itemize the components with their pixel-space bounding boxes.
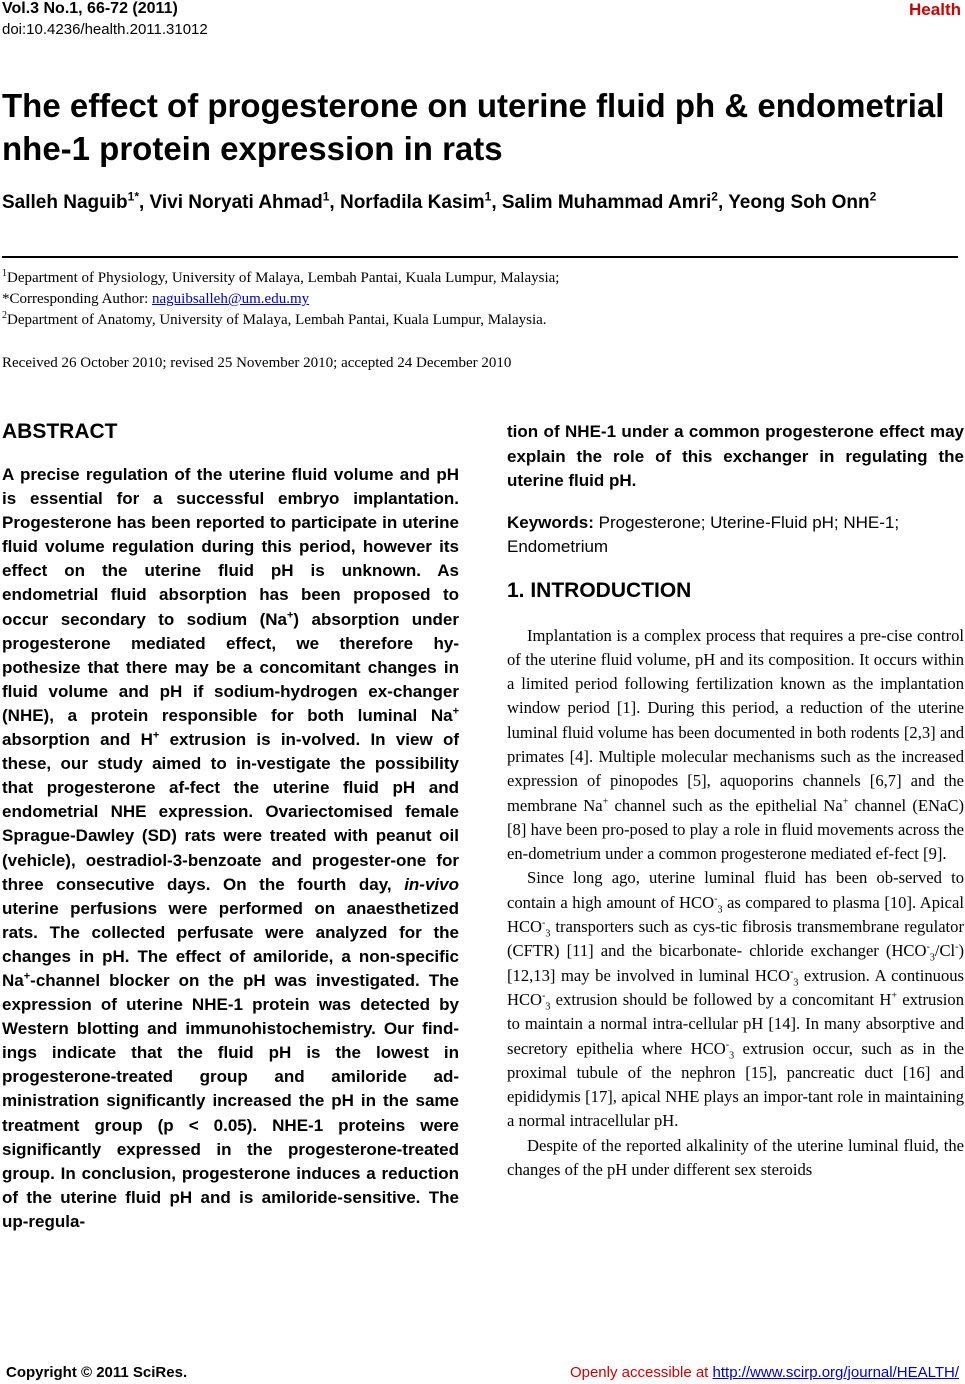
corresponding-author (2, 291, 309, 308)
superscript: + (23, 970, 31, 983)
received-dates: Received 26 October 2010; revised 25 November 2010; accepted 24 December 2010 (2, 355, 512, 371)
keywords (507, 511, 964, 559)
author-affiliation-mark: 1 (322, 189, 330, 204)
open-access-label: Openly accessible at (569, 1364, 713, 1381)
superscript: - (789, 966, 794, 978)
abstract-heading: ABSTRACT (2, 420, 118, 443)
corresponding-label: *Corresponding Author: (2, 291, 152, 307)
abstract-text-part: absorption and H (2, 730, 153, 750)
keywords-label: Keywords: (507, 512, 594, 532)
author-name: Salim Muhammad Amri (501, 192, 712, 213)
open-access-notice (570, 1364, 959, 1381)
author-affiliation-mark: 1 (484, 189, 492, 204)
header-divider (2, 256, 958, 258)
author-name: Yeong Soh Onn (728, 192, 870, 213)
text-part: channel (ENaC) [8] have been pro-posed to play a role in fluid movements across the en-dometrium under a common progesterone mediated ef-fect [9]. (507, 795, 964, 864)
text-part: as compared to plasma [10]. Apical HCO (507, 892, 964, 937)
text-part: extrusion to maintain a normal intra-cellular pH [14]. In many absorptive and secretory epithelia where HCO (507, 989, 964, 1058)
subscript: 3 (929, 952, 935, 964)
superscript: + (842, 796, 849, 808)
subscript: 3 (729, 1049, 735, 1061)
subscript: 3 (545, 1001, 551, 1013)
superscript: - (714, 893, 718, 905)
text-part: channel such as the epithelial Na (608, 795, 843, 815)
affiliation-mark: 1 (2, 268, 7, 279)
journal-url-link[interactable]: http://www.scirp.org/journal/HEALTH/ (712, 1364, 959, 1381)
article-title: The effect of progesterone on uterine fluid ph & endometrial nhe-1 protein expression in rats (2, 87, 945, 167)
affiliation-2 (2, 312, 547, 329)
text-part: extrusion occur, such as in the proximal tubule of the nephron [15], pancreatic duct [16] and epididymis [17], apical NHE plays an impor-tant role in maintaining a normal intracellular pH. (507, 1038, 964, 1131)
author-name: Salleh Naguib (2, 192, 128, 213)
superscript: - (725, 1039, 730, 1051)
email-link[interactable]: naguibsalleh@um.edu.my (152, 291, 310, 307)
affiliation-text: Department of Physiology, University of Malaya, Lembah Pantai, Kuala Lumpur, Malaysia; (7, 270, 560, 286)
text-part: Since long ago, uterine luminal fluid has been ob-served to contain a high amount of HCO (507, 868, 964, 912)
doi-line: doi:10.4236/health.2011.31012 (2, 21, 208, 38)
abstract-text-part: uterine perfusions were performed on anaesthetized rats. The collected perfusate were analyzed for the changes in pH. The effect of amiloride, a non-specific Na (2, 898, 459, 990)
author-list: Salleh Naguib$^{1*}$, Vivi Noryati Ahmad$^1$, Norfadila Kasim$^1$, Salim Muhammad Amri$^2$, Yeong Soh Onn$^2$ (2, 189, 877, 213)
abstract-text-part: -channel blocker on the pH was investigated. The expression of uterine NHE-1 protein was detected by Western blotting and immunohistochemistry. Our find-ings indicate that the fluid pH is the lowest in progesterone-treated group and amiloride ad-ministration significantly increased the pH in the same treatment group (p < 0.05). NHE-1 proteins were significantly expressed in the progesterone-treated group. In conclusion, progesterone induces a reduction of the uterine fluid pH and is amiloride-sensitive. The up-regula- (2, 970, 459, 1231)
abstract-text-part: A precise regulation of the uterine fluid volume and pH is essential for a successful embryo implantation. Progesterone has been reported to participate in uterine fluid volume regulation during this period, however its effect on the uterine fluid pH is unknown. As endometrial fluid absorption has been proposed to occur secondary to sodium (Na (2, 465, 459, 629)
superscript: + (602, 796, 609, 808)
intro-paragraph-2 (507, 866, 964, 1133)
keywords-text: Progesterone; Uterine-Fluid pH; NHE-1; Endometrium (507, 512, 900, 556)
superscript: - (955, 941, 959, 953)
affiliation-1 (2, 270, 559, 287)
superscript: + (891, 990, 897, 1002)
abstract-text-part: extrusion is in-volved. In view of these, our study aimed to in-vestigate the possibility that progesterone af-fect the uterine fluid pH and endometrial NHE expression. Ovariectomised female Sprague-Dawley (SD) rats were treated with peanut oil (vehicle), oestradiol-3-benzoate and progester-one for three consecutive days. On the fourth day, (2, 730, 459, 894)
text-part: transporters such as cys-tic fibrosis transmembrane regulator (CFTR) [11] and the bicarbonate- chloride exchanger (HCO (507, 917, 964, 961)
journal-volume-line: Vol.3 No.1, 66-72 (2011) (2, 0, 178, 17)
copyright-notice: Copyright © 2011 SciRes. (6, 1364, 188, 1381)
author-name: Norfadila Kasim (339, 192, 485, 213)
right-column (507, 420, 964, 1182)
subscript: 3 (793, 976, 799, 988)
text-part: ) [12,13] may be involved in luminal HCO (507, 941, 964, 985)
text-part: Implantation is a complex process that requires a pre-cise control of the uterine fluid volume, pH and its composition. It occurs within a limited period following fertilization known as the implantation window period [1]. During this period, a reduction of the uterine luminal fluid volume has been documented in both rodents [2,3] and primates [4]. Multiple molecular mechanisms such as the increased expression of pinopodes [5], aquoporins channels [6,7] and the membrane Na (507, 625, 964, 815)
intro-paragraph-3: Despite of the reported alkalinity of the uterine luminal fluid, the changes of the pH under different sex steroids (507, 1135, 964, 1180)
abstract-body (2, 463, 459, 1234)
subscript: 3 (545, 928, 551, 940)
superscript: - (542, 990, 546, 1002)
abstract-continuation: tion of NHE-1 under a common progesterone effect may explain the role of this exchanger in regulating the uterine fluid pH. (507, 422, 964, 490)
superscript: + (286, 608, 294, 621)
affiliation-text: Department of Anatomy, University of Malaya, Lembah Pantai, Kuala Lumpur, Malaysia. (7, 312, 547, 328)
journal-section-tag: Health (909, 0, 961, 19)
left-column (2, 420, 459, 1234)
author-name: Vivi Noryati Ahmad (149, 192, 323, 213)
abstract-text-part: ) absorption under progesterone mediated effect, we therefore hy-pothesize that there may be a concomitant changes in fluid volume and pH if sodium-hydrogen ex-changer (NHE), a protein responsible for both luminal Na (2, 609, 459, 725)
text-part: /Cl (934, 941, 956, 961)
superscript: - (926, 941, 930, 953)
superscript: - (542, 917, 546, 929)
text-part: extrusion. A continuous HCO (507, 965, 965, 1009)
intro-paragraph-1 (507, 624, 964, 867)
affiliation-mark: 2 (2, 310, 7, 321)
text-part: extrusion should be followed by a concomitant H (550, 989, 892, 1009)
author-affiliation-mark: 1* (127, 189, 139, 204)
author-affiliation-mark: 2 (711, 189, 718, 204)
introduction-heading: 1. INTRODUCTION (507, 578, 692, 602)
superscript: + (452, 705, 459, 718)
subscript: 3 (717, 904, 723, 916)
italic-term: in-vivo (404, 874, 459, 894)
author-affiliation-mark: 2 (869, 189, 877, 204)
superscript: + (152, 729, 160, 742)
